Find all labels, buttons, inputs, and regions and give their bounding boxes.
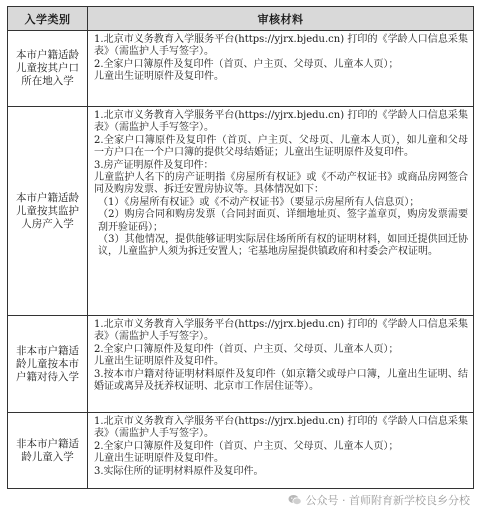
watermark-text: 公众号 · 首师附育新学校良乡分校 [305,494,470,507]
material-item: 儿童监护人名下的房产证明指《房屋所有权证》或《不动产权证书》或商品房网签合同及购房发票、拆迁安置房协议等。具体情况如下： [94,172,468,196]
material-item: 3.按本市户籍对待证明材料原件及复印件（如京籍父或母户口簿，儿童出生证明、结婚证或离异及抚养权证明、北京市工作居住证等）。 [94,368,468,393]
table-header-row [8,7,474,31]
material-item: 1.北京市义务教育入学服务平台(https://yjrx.bjedu.cn) 打印的《学龄人口信息采集表》（需监护人手写签字）。 [94,416,468,440]
material-subitem: （1）《房屋所有权证》或《不动产权证书》（要显示房屋所有人信息页）； [98,196,420,208]
row-category: 非本市户籍适龄儿童按本市户籍对待入学 [8,316,88,413]
material-item: 儿童出生证明原件及复印件。 [94,453,224,465]
material-subitem: （3）其他情况，提供能够证明实际居住场所所有权的证明材料，如回迁提供回迁协议，儿童监护人须为拆迁安置人；宅基地房屋提供镇政府和村委会产权证明。 [98,234,468,258]
header-materials: 审核材料 [88,7,474,31]
material-item: 2.全家户口簿原件及复印件（首页、户主页、父母页、儿童本人页）； [94,440,399,452]
material-item: 3.房产证明原件及复印件： [94,159,214,171]
row-materials [88,413,474,489]
material-subitem: （2）购房合同和购房发票（合同封面页、详细地址页、签字盖章页，购房发票需要刮开验证码）； [98,209,468,233]
material-item: 3.实际住所的证明材料原件及复印件。 [94,465,264,477]
material-item: 1.北京市义务教育入学服务平台(https://yjrx.bjedu.cn) 打印的《学龄人口信息采集表》（需监护人手写签字）。 [94,319,468,343]
table-row [8,107,474,316]
row-materials [88,316,474,413]
material-item: 儿童出生证明原件及复印件。 [94,71,224,83]
wechat-icon [288,494,302,506]
material-item: 1.北京市义务教育入学服务平台(https://yjrx.bjedu.cn) 打印的《学龄人口信息采集表》（需监护人手写签字）。 [94,110,468,134]
watermark [288,492,471,508]
row-category: 本市户籍适龄儿童按其户口所在地入学 [8,31,88,107]
header-category: 入学类别 [8,7,88,31]
row-materials [88,107,474,316]
admission-materials-table [7,6,474,489]
row-category: 本市户籍适龄儿童按其监护人房产入学 [8,107,88,316]
table-row [8,31,474,107]
row-category: 非本市户籍适龄儿童入学 [8,413,88,489]
material-item: 2.全家户口簿原件及复印件（首页、户主页、父母页、儿童本人页）； [94,58,399,70]
material-item: 2.全家户口簿原件及复印件（首页、户主页、父母页、儿童本人页），如儿童和父母一方户口在一个户口簿的提供父母结婚证；儿童出生证明原件及复印件。 [94,134,468,159]
table-row [8,316,474,413]
table-row [8,413,474,489]
material-item: 儿童出生证明原件及复印件。 [94,356,224,368]
row-materials [88,31,474,107]
material-item: 2.全家户口簿原件及复印件（首页、户主页、父母页、儿童本人页）； [94,343,399,355]
material-item: 1.北京市义务教育入学服务平台(https://yjrx.bjedu.cn) 打印的《学龄人口信息采集表》（需监护人手写签字）。 [94,34,468,58]
